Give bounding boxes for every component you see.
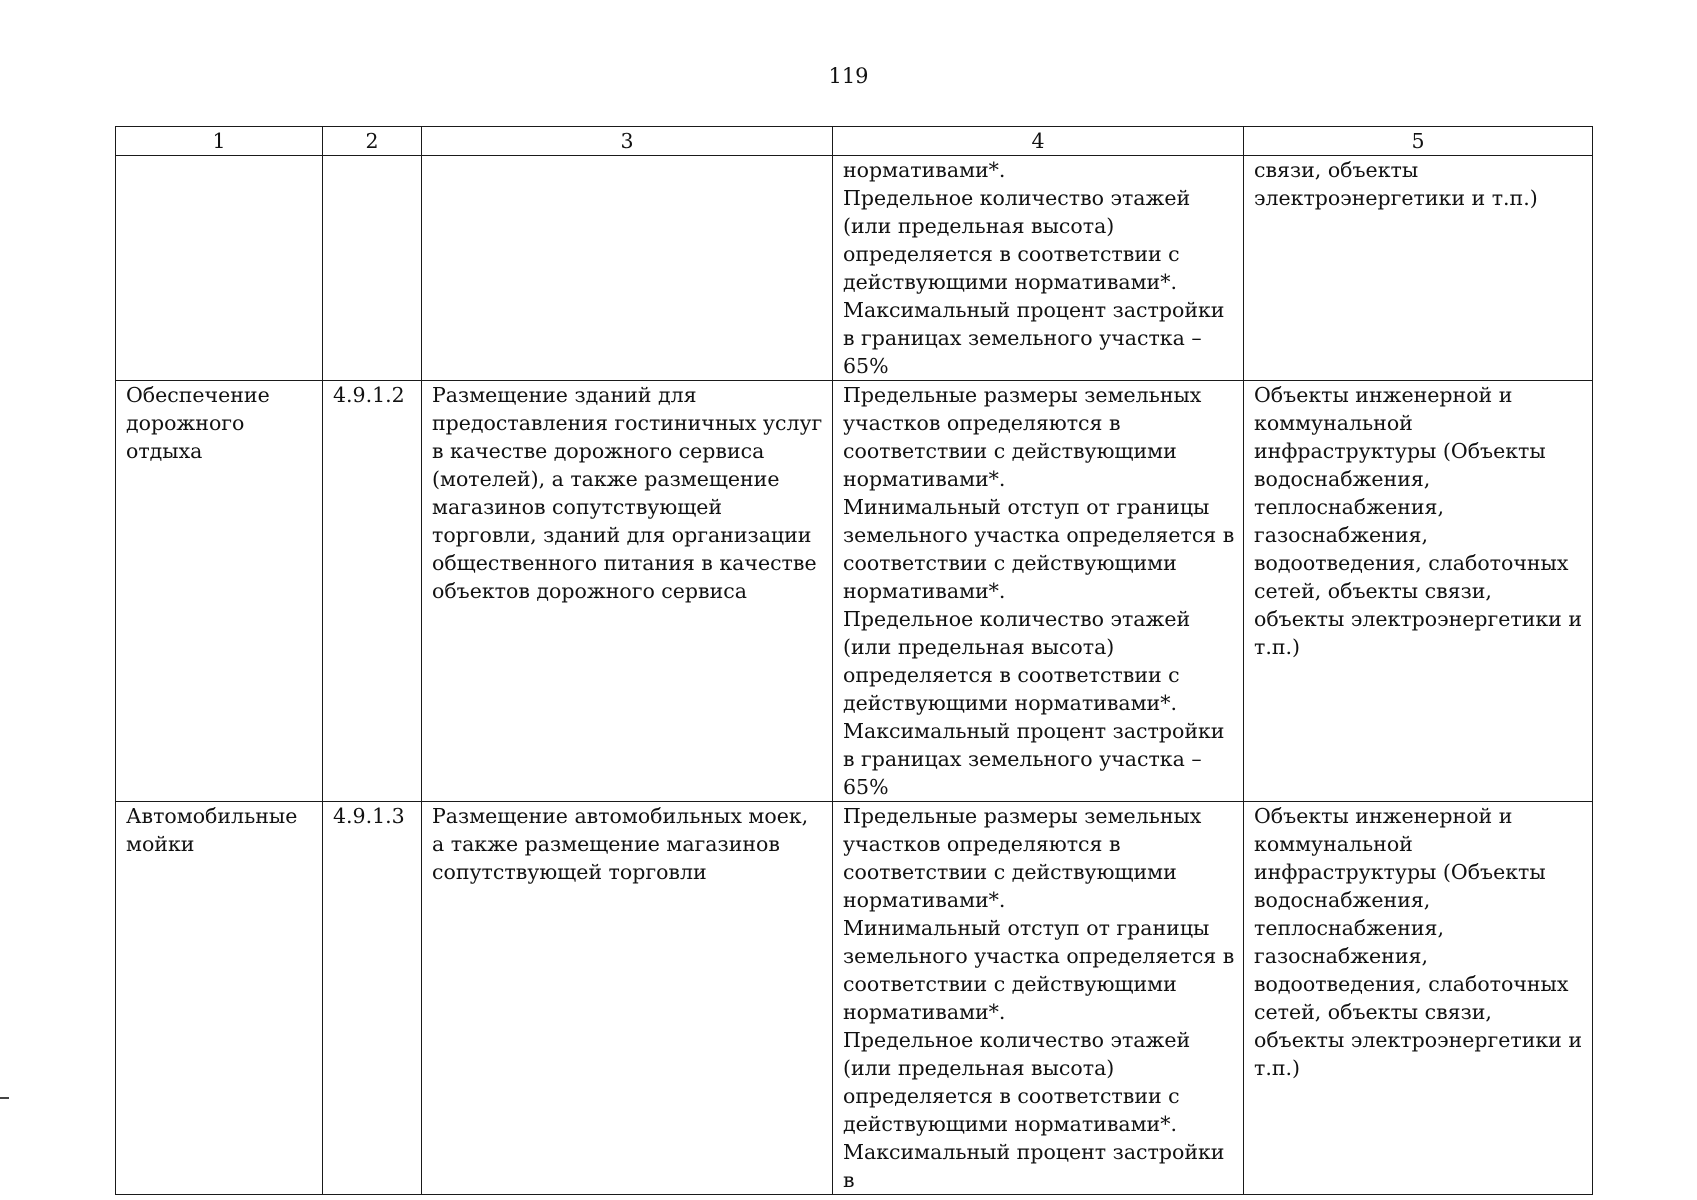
use-name-cell: Обеспечение дорожного отдыха xyxy=(116,381,323,802)
use-code-cell xyxy=(323,156,422,381)
parameters-cell: Предельные размеры земельных участков определяются в соответствии с действующими нормативами*. Минимальный отступ от границы земельного участка определяется в соответствии с действующими нормативами*. Предельное количество этажей (или предельная высота) определяется в соответствии с действующими нормативами*. Максимальный процент застройки в границах земельного участка – 65% xyxy=(833,381,1244,802)
use-name-cell: Автомобильные мойки xyxy=(116,802,323,1195)
table-row xyxy=(116,381,1593,802)
use-code-cell: 4.9.1.3 xyxy=(323,802,422,1195)
margin-mark xyxy=(0,1097,9,1099)
column-header-5: 5 xyxy=(1244,127,1593,156)
header-row xyxy=(116,127,1593,156)
use-description-cell xyxy=(422,156,833,381)
use-name-cell xyxy=(116,156,323,381)
auxiliary-uses-cell: связи, объекты электроэнергетики и т.п.) xyxy=(1244,156,1593,381)
column-header-3: 3 xyxy=(422,127,833,156)
column-header-2: 2 xyxy=(323,127,422,156)
use-description-cell: Размещение зданий для предоставления гостиничных услуг в качестве дорожного сервиса (мотелей), а также размещение магазинов сопутствующей торговли, зданий для организации общественного питания в качестве объектов дорожного сервиса xyxy=(422,381,833,802)
auxiliary-uses-cell: Объекты инженерной и коммунальной инфраструктуры (Объекты водоснабжения, теплоснабжения, газоснабжения, водоотведения, слаботочных сетей, объекты связи, объекты электроэнергетики и т.п.) xyxy=(1244,802,1593,1195)
use-code-cell: 4.9.1.2 xyxy=(323,381,422,802)
use-description-cell: Размещение автомобильных моек, а также размещение магазинов сопутствующей торговли xyxy=(422,802,833,1195)
column-header-4: 4 xyxy=(833,127,1244,156)
table-row xyxy=(116,802,1593,1195)
column-header-1: 1 xyxy=(116,127,323,156)
parameters-cell: Предельные размеры земельных участков определяются в соответствии с действующими нормативами*. Минимальный отступ от границы земельного участка определяется в соответствии с действующими нормативами*. Предельное количество этажей (или предельная высота) определяется в соответствии с действующими нормативами*. Максимальный процент застройки в xyxy=(833,802,1244,1195)
table-row xyxy=(116,156,1593,381)
land-use-table xyxy=(115,126,1593,1195)
parameters-cell: нормативами*. Предельное количество этажей (или предельная высота) определяется в соответствии с действующими нормативами*. Максимальный процент застройки в границах земельного участка – 65% xyxy=(833,156,1244,381)
page-number: 119 xyxy=(828,64,869,88)
auxiliary-uses-cell: Объекты инженерной и коммунальной инфраструктуры (Объекты водоснабжения, теплоснабжения, газоснабжения, водоотведения, слаботочных сетей, объекты связи, объекты электроэнергетики и т.п.) xyxy=(1244,381,1593,802)
